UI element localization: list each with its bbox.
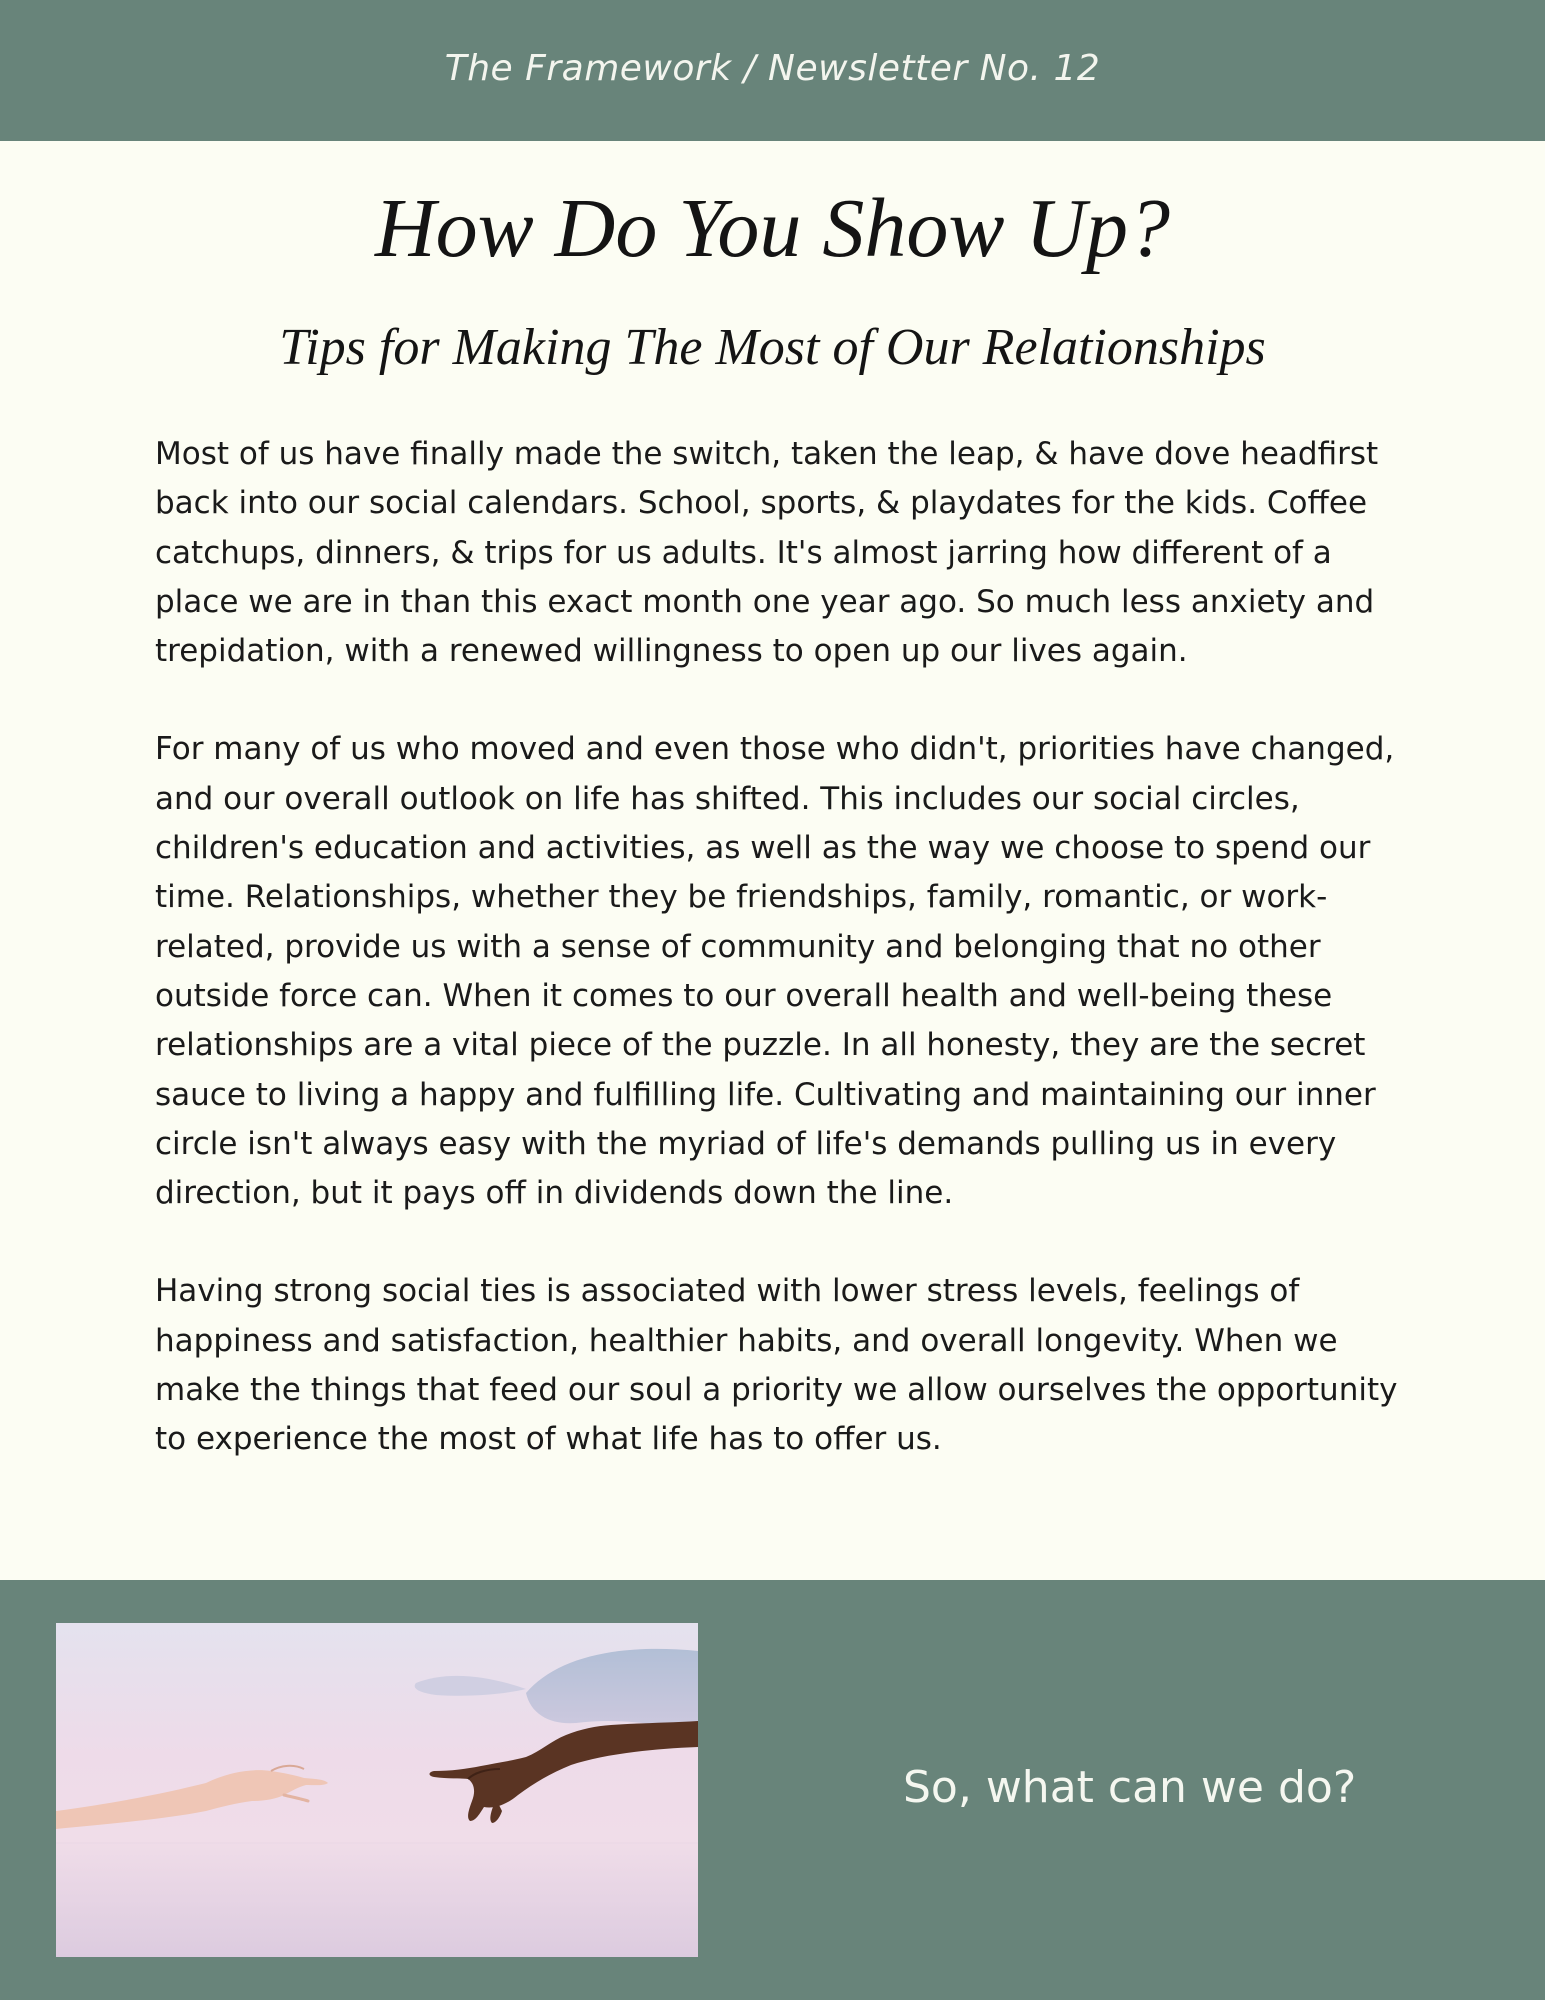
- reaching-hands-illustration: [56, 1623, 698, 1957]
- call-to-action: So, what can we do?: [903, 1762, 1357, 1813]
- reaching-hands-photo: [56, 1623, 698, 1957]
- article-body: [155, 430, 1405, 1514]
- footer-band: [0, 1580, 1545, 2000]
- newsletter-header-title: The Framework / Newsletter No. 12: [444, 48, 1101, 89]
- article-paragraph: Most of us have finally made the switch, taken the leap, & have dove headfirst back into our social calendars. School, sports, & playdates for the kids. Coffee catchups, dinners, & trips for us adults. It's almost jarring how different of a place we are in than this exact month one year ago. So much less anxiety and trepidation, with a renewed willingness to open up our lives again.: [155, 436, 1379, 670]
- page-title: How Do You Show Up?: [374, 182, 1171, 275]
- article-paragraph: For many of us who moved and even those who didn't, priorities have changed, and our overall outlook on life has shifted. This includes our social circles, children's education and activities, as well as the way we choose to spend our time. Relationships, whether they be friendships, family, romantic, or work-related, provide us with a sense of community and belonging that no other outside force can. When it comes to our overall health and well-being these relationships are a vital piece of the puzzle. In all honesty, they are the secret sauce to living a happy and fulfilling life. Cultivating and maintaining our inner circle isn't always easy with the myriad of life's demands pulling us in every direction, but it pays off in dividends down the line.: [155, 731, 1395, 1212]
- header-band: [0, 0, 1545, 141]
- article-paragraph: Having strong social ties is associated with lower stress levels, feelings of happiness and satisfaction, healthier habits, and overall longevity. When we make the things that feed our soul a priority we allow ourselves the opportunity to experience the most of what life has to offer us.: [155, 1273, 1398, 1458]
- page-subtitle: Tips for Making The Most of Our Relationships: [279, 319, 1266, 376]
